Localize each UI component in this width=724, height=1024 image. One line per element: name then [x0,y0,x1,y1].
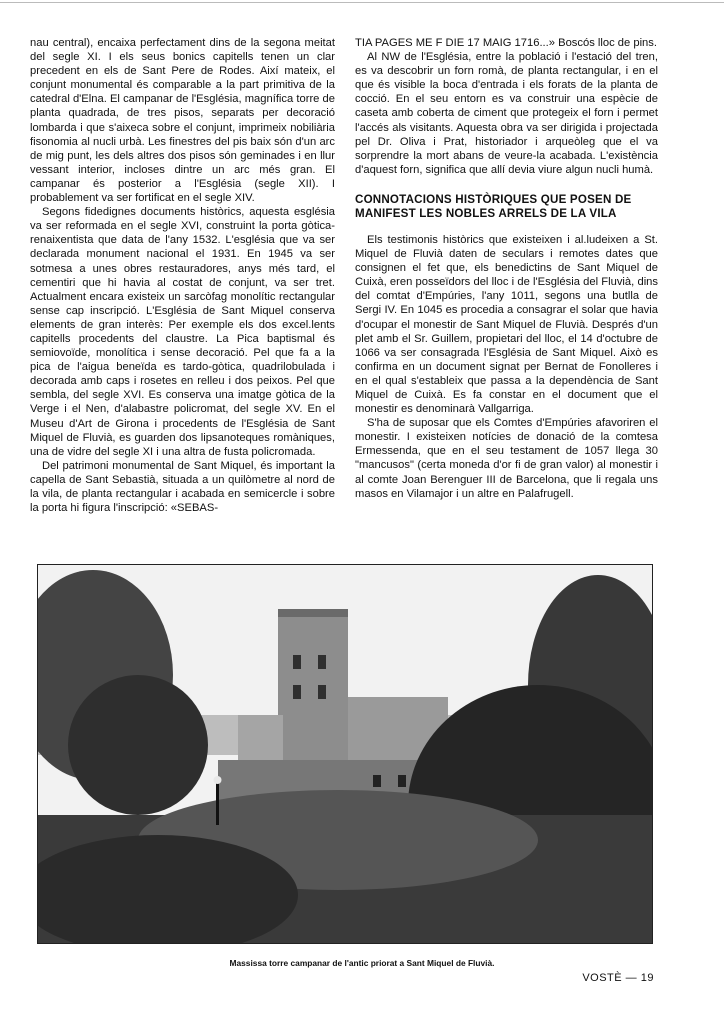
right-column [355,36,658,501]
photo-caption: Massissa torre campanar de l'antic priorat a Sant Miquel de Fluvià. [229,958,495,968]
photo-tower [278,613,348,763]
photo-church-wall [238,715,283,765]
photo-house-window [398,775,406,787]
left-paragraph-2: Segons fidedignes documents històrics, aquesta església va ser reformada en el segle XVI, construint la porta gòtica-renaixentista que data de l'any 1532. L'església que va ser declarada monument nacional el 1931. En 1945 va ser sotmesa a unes obres restauradores, anys més tard, el cementiri que hi havia al costat de conjunt, va ser tret. Actualment encara existeix un sarcòfag monolític rectangular sense cap inscripció. L'Església de Sant Miquel conserva elements de gran interès: Per exemple els dos excel.lents capitells procedents del claustre. La Pica baptismal és semiovoïde, monolítica i sense decoració. Pel que fa a la pica de l'aigua beneïda es tardo-gòtica, quadrilobulada i decorada amb caps i rosetes en relleu i dos peixos. Pel que sembla, del segle XVI. Es conserva una imatge gòtica de la Verge i el Nen, d'alabastre policromat, del segle XV. En el Museu d'Art de Girona i procedents de l'Església de Sant Miquel de Fluvià, es guarden dos lipsanoteques romàniques, una de vidre del segle XI i una altra de fusta policromada. [30,206,335,458]
left-paragraph-1: nau central), encaixa perfectament dins de la segona meitat del segle XI. I els seus bonics capitells tenen un clar precedent en els de Sant Pere de Rodes. Així mateix, el conjunt monumental és comparable a la part primitiva de la catedral d'Elna. El campanar de l'Església, magnífica torre de planta quadrada, de tres pisos, separats per decoració lombarda i que s'aixeca sobre el conjunt, imprimeix nobiliària fisonomia al nucli urbà. Les finestres del pis baix són d'un arc de mig punt, les dels altres dos pisos són geminades i en llur vessant interior, incloses dintre un arc més gran. El campanar és posterior a l'Església (segle XII). I probablement va ser fortificat en el segle XIV. [30,37,335,205]
folio-separator: — [622,972,641,984]
section-heading: CONNOTACIONS HISTÒRIQUES QUE POSEN DE MANIFEST LES NOBLES ARRELS DE LA VILA [355,192,632,220]
photo-tower-window [293,655,301,669]
photo-illustration [38,565,652,943]
bell-tower-photo [37,564,653,944]
page-number: 19 [640,972,654,984]
photo-tower-window [293,685,301,699]
left-column [30,36,335,515]
page-folio [582,972,654,984]
photo-tower-window [318,685,326,699]
photo-lamp [214,776,222,784]
right-paragraph-4: S'ha de suposar que els Comtes d'Empúries afavoriren el monestir. I existeixen notícies de donació de la comtesa Ermessenda, que en el seu testament de 1057 llega 30 "mancusos" (certa moneda d'or fi de gran valor) al monestir i al comte Joan Berenguer III de Barcelona, que li regala uns masos en Vilamajor i un altre en Palafrugell. [355,417,658,500]
photo-tower-top [278,609,348,617]
magazine-name: VOSTÈ [582,972,623,984]
right-paragraph-1: TIA PAGES ME F DIE 17 MAIG 1716...» Boscós lloc de pins. [355,37,657,49]
left-paragraph-3: Del patrimoni monumental de Sant Miquel, és important la capella de Sant Sebastià, situada a un quilòmetre al nord de la vila, de planta rectangular i acabada en semicercle i sobre la porta hi figura l'inscripció: «SEBAS- [30,459,335,515]
right-paragraph-2: Al NW de l'Església, entre la població i l'estació del tren, es va descobrir un forn romà, de planta rectangular, i en el que és visible la boca d'entrada i els forats de la planta de cocció. En el seu entorn es va construir una espècie de caseta amb coberta de ciment que protegeix el forn i permet l'accés als visitants. Aquesta obra va ser dirigida i projectada pel Dr. Oliva i Prat, historiador i arqueòleg que el va sorprendre la mort abans de veure-la acabada. L'existència d'aquest forn, significa que allí devia viure algun nucli humà. [355,51,658,176]
photo-lamp-post [216,780,219,825]
top-rule [0,2,724,3]
photo-tree-left-lower [68,675,208,815]
photo-house-window [373,775,381,787]
right-paragraph-3: Els testimonis històrics que existeixen i al.ludeixen a St. Miquel de Fluvià daten de seculars i remotes dates que consignen el fet que, els benedictins de Sant Miquel de Cuixà, eren posseïdors del lloc i de l'Església del Fluvià, dins del comtat d'Empúries, l'any 1011, segons una butlla de Sergi IV. En 1045 es procedia a consagrar el solar que havia d'ocupar el monestir de Sant Miquel de Fluvià. Després d'un plet amb el Sr. Guillem, propietari del lloc, el 14 d'octubre de 1066 va ser consagrada l'Església de Sant Miquel. Això es confirma en un document signat per Bernat de Fonolleres i en el qual s'estableix que passa a la dependència de Sant Miquel de Cuixà. Es fa constar en el document que el monestir es denominarà Vallgarriga. [355,233,658,416]
photo-tower-window [318,655,326,669]
